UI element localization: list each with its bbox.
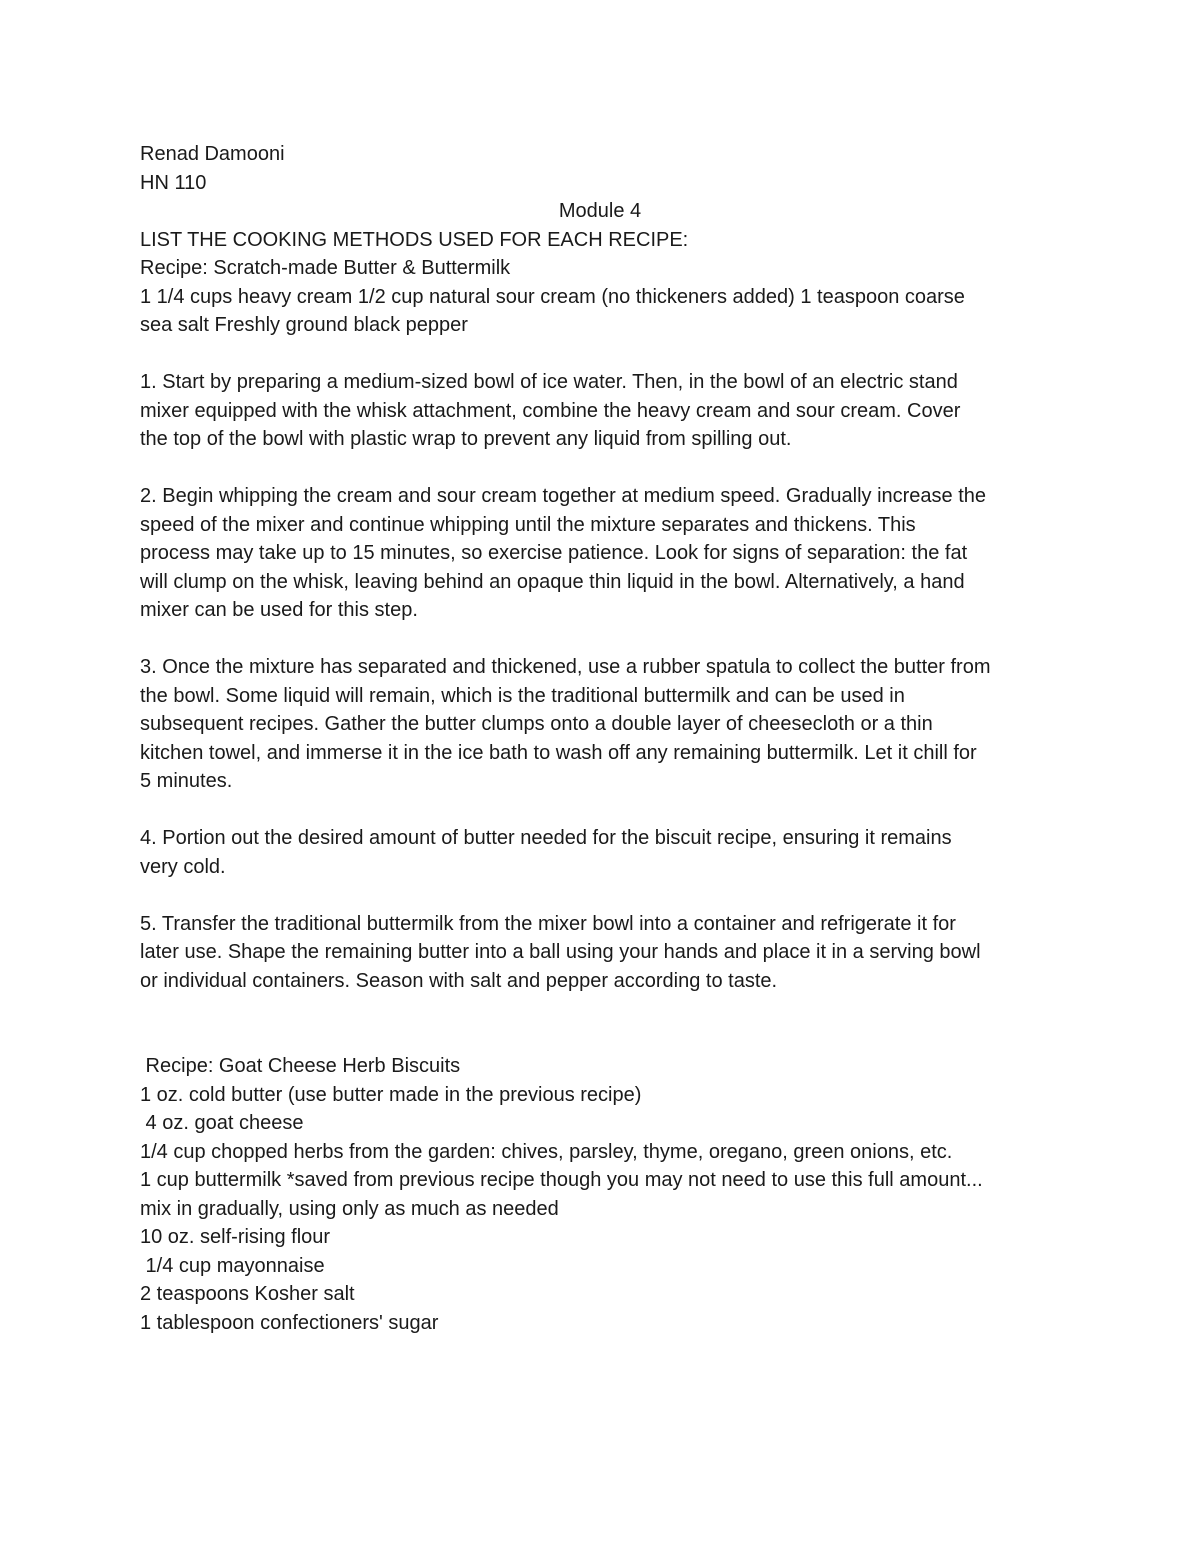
recipe-1-ingredients-line: sea salt Freshly ground black pepper [140, 314, 468, 336]
module-title: Module 4 [558, 200, 642, 222]
step-line: mixer equipped with the whisk attachment, combine the heavy cream and sour cream. Cover [140, 399, 961, 422]
recipe-2-ingredients [140, 1081, 1070, 1338]
step-line: the top of the bowl with plastic wrap to prevent any liquid from spilling out. [140, 428, 792, 450]
recipe-1-step-5 [140, 910, 1070, 996]
step-line: 4. Portion out the desired amount of butter needed for the biscuit recipe, ensuring it remains [140, 827, 952, 849]
ingredient-line: 1 tablespoon confectioners' sugar [140, 1311, 439, 1334]
step-line: 3. Once the mixture has separated and thickened, use a rubber spatula to collect the butter from [140, 656, 991, 678]
ingredient-line: 1/4 cup chopped herbs from the garden: chives, parsley, thyme, oregano, green onions, etc. [140, 1140, 953, 1163]
recipe-1-step-1 [140, 368, 1070, 454]
recipe-1-step-2 [140, 482, 1070, 625]
ingredient-line: 1 oz. cold butter (use butter made in the previous recipe) [140, 1083, 642, 1106]
paragraph-spacer [140, 625, 1070, 654]
step-line: subsequent recipes. Gather the butter clumps onto a double layer of cheesecloth or a thin [140, 713, 933, 735]
recipe-1-step-4 [140, 824, 1070, 881]
ingredient-line: 1 cup buttermilk *saved from previous recipe though you may not need to use this full amount... [140, 1169, 983, 1191]
step-line: will clump on the whisk, leaving behind an opaque thin liquid in the bowl. Alternatively, a hand [140, 570, 965, 593]
recipe-2-title: Recipe: Goat Cheese Herb Biscuits [140, 1055, 461, 1077]
step-line: mixer can be used for this step. [140, 599, 418, 621]
document-body [140, 140, 1070, 1337]
step-line: later use. Shape the remaining butter into a ball using your hands and place it in a serving bowl [140, 941, 981, 963]
step-line: 5. Transfer the traditional buttermilk from the mixer bowl into a container and refrigerate it for [140, 912, 956, 935]
step-line: or individual containers. Season with salt and pepper according to taste. [140, 969, 778, 992]
section-spacer [140, 995, 1070, 1052]
step-line: 2. Begin whipping the cream and sour cream together at medium speed. Gradually increase the [140, 485, 987, 507]
step-line: kitchen towel, and immerse it in the ice bath to wash off any remaining buttermilk. Let it chill for [140, 741, 977, 764]
step-line: very cold. [140, 855, 226, 878]
assignment-prompt: LIST THE COOKING METHODS USED FOR EACH RECIPE: [140, 228, 689, 251]
step-line: 1. Start by preparing a medium-sized bowl of ice water. Then, in the bowl of an electric stand [140, 371, 958, 393]
step-line: the bowl. Some liquid will remain, which is the traditional buttermilk and can be used in [140, 684, 905, 707]
ingredient-line: 1/4 cup mayonnaise [140, 1254, 325, 1277]
recipe-1-ingredients-line: 1 1/4 cups heavy cream 1/2 cup natural sour cream (no thickeners added) 1 teaspoon coarse [140, 285, 965, 308]
paragraph-spacer [140, 881, 1070, 910]
recipe-1-title: Recipe: Scratch-made Butter & Buttermilk [140, 257, 511, 279]
step-line: speed of the mixer and continue whipping until the mixture separates and thickens. This [140, 513, 916, 536]
course-code: HN 110 [140, 171, 207, 194]
paragraph-spacer [140, 796, 1070, 825]
ingredient-line: 4 oz. goat cheese [140, 1112, 304, 1134]
ingredient-line: mix in gradually, using only as much as needed [140, 1197, 559, 1220]
paragraph-spacer [140, 454, 1070, 483]
ingredient-line: 2 teaspoons Kosher salt [140, 1283, 355, 1305]
author-name: Renad Damooni [140, 143, 285, 165]
step-line: 5 minutes. [140, 770, 233, 792]
paragraph-spacer [140, 340, 1070, 369]
recipe-1-step-3 [140, 653, 1070, 796]
ingredient-line: 10 oz. self-rising flour [140, 1226, 331, 1248]
step-line: process may take up to 15 minutes, so exercise patience. Look for signs of separation: the fat [140, 542, 968, 564]
